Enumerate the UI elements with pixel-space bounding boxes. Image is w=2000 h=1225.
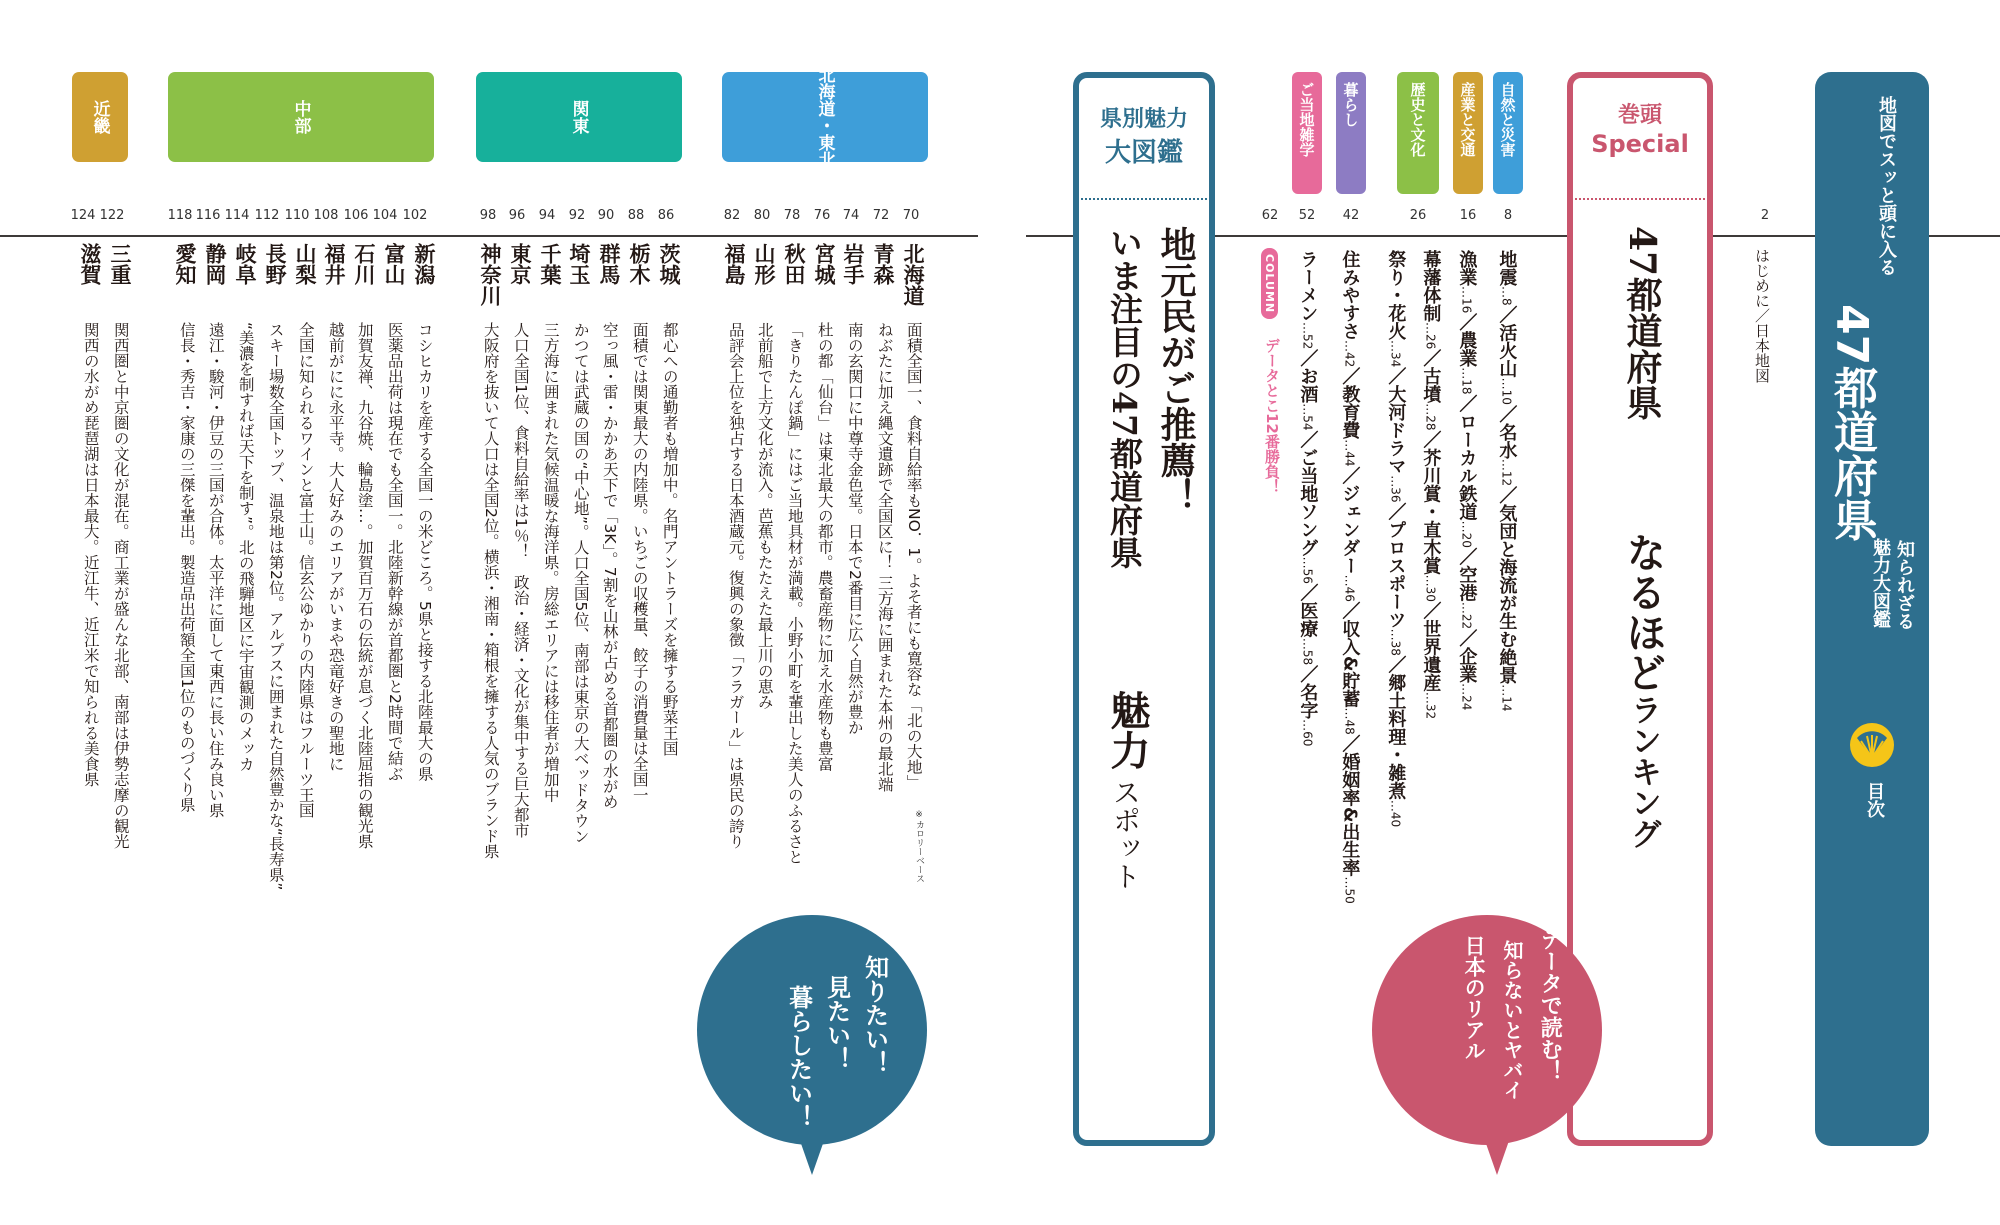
category-tab-nature[interactable] bbox=[1493, 72, 1523, 194]
page-number: 114 bbox=[224, 208, 250, 223]
divider-line bbox=[0, 235, 978, 237]
toc-item[interactable]: ジェンダー bbox=[1339, 484, 1361, 575]
feature-divider bbox=[1073, 198, 1215, 200]
prefecture-name[interactable]: 福島 bbox=[722, 243, 746, 285]
page-number: 98 bbox=[479, 208, 497, 223]
toc-page: 42 bbox=[1342, 352, 1357, 368]
intro-link[interactable]: はじめに／日本地図 bbox=[1753, 248, 1771, 383]
footnote: ※カロリーベース bbox=[914, 810, 924, 883]
toc-page: 40 bbox=[1388, 811, 1403, 828]
toc-page: 60 bbox=[1300, 731, 1315, 747]
page-number: 70 bbox=[902, 208, 920, 223]
page-number: 94 bbox=[538, 208, 556, 223]
category-tab-label: 自然と災害 bbox=[1498, 82, 1517, 157]
page-number: 102 bbox=[402, 208, 428, 223]
toc-page: 54 bbox=[1300, 415, 1315, 431]
toc-item[interactable]: ラーメン bbox=[1297, 250, 1319, 322]
toc-page: 8 bbox=[1499, 298, 1514, 306]
page-number: 112 bbox=[254, 208, 280, 223]
toc-item[interactable]: 世界遺産 bbox=[1420, 619, 1442, 692]
toc-item[interactable]: お酒 bbox=[1297, 367, 1319, 404]
toc-item[interactable]: 婚姻率&出生率 bbox=[1339, 752, 1361, 877]
prefecture-name[interactable]: 石川 bbox=[352, 243, 376, 285]
toc-item[interactable]: 空港 bbox=[1456, 565, 1478, 602]
prefecture-name[interactable]: 群馬 bbox=[597, 243, 621, 285]
toc-page: 46 bbox=[1342, 586, 1357, 602]
toc-item[interactable]: 名水 bbox=[1496, 422, 1518, 459]
page-number: 96 bbox=[508, 208, 526, 223]
prefecture-description: 杜の都「仙台」は東北最大の都市。農畜産物に加え水産物も豊富 bbox=[815, 322, 834, 772]
page-number: 110 bbox=[284, 208, 310, 223]
toc-item[interactable]: 住みやすさ bbox=[1339, 250, 1361, 340]
feature-tail: スポット bbox=[1109, 778, 1142, 890]
book-title: 47都道府県 bbox=[1826, 304, 1877, 542]
region-tab-label: 北海道・東北 bbox=[814, 66, 835, 168]
prefecture-name[interactable]: 秋田 bbox=[782, 243, 806, 285]
prefecture-name[interactable]: 長野 bbox=[263, 243, 287, 285]
toc-item[interactable]: 企業 bbox=[1456, 647, 1478, 684]
bubble-tail bbox=[798, 1135, 826, 1175]
toc-item[interactable]: 芥川賞・直木賞 bbox=[1420, 448, 1442, 575]
prefecture-description: 「きりたんぽ鍋」にはご当地具材が満載。小野小町を輩出した美人のふるさと bbox=[785, 322, 804, 865]
prefecture-description: 南の玄関口に中尊寺金色堂。日本で2番目に広く自然が豊か bbox=[845, 322, 864, 735]
bubble-line: データで読む！ bbox=[1537, 928, 1563, 1082]
prefecture-name[interactable]: 岩手 bbox=[841, 243, 865, 285]
toc-line: 幕藩体制…26／古墳…28／芥川賞・直木賞…30／世界遺産…32 bbox=[1420, 250, 1442, 720]
special-title-tail: ランキング bbox=[1625, 694, 1661, 849]
page-number: 88 bbox=[627, 208, 645, 223]
page-number: 118 bbox=[167, 208, 193, 223]
toc-item[interactable]: 農業 bbox=[1456, 331, 1478, 368]
page-number: 122 bbox=[99, 208, 125, 223]
category-tab-life[interactable] bbox=[1336, 72, 1366, 194]
category-tab-industry[interactable] bbox=[1453, 72, 1483, 194]
page-number: 78 bbox=[783, 208, 801, 223]
title-side-line: 魅力大図鑑 bbox=[1870, 538, 1891, 628]
prefecture-name[interactable]: 栃木 bbox=[627, 243, 651, 285]
prefecture-name[interactable]: 岐阜 bbox=[233, 243, 257, 285]
prefecture-name[interactable]: 埼玉 bbox=[567, 243, 591, 285]
toc-item[interactable]: 気団と海流が生む絶景 bbox=[1496, 504, 1518, 685]
special-title-emphasis: なるほど bbox=[1620, 532, 1666, 692]
toc-label: 目次 bbox=[1864, 782, 1885, 818]
toc-item[interactable]: ご当地ソング bbox=[1297, 448, 1319, 557]
prefecture-description: 関西の水がめ琵琶湖は日本最大。近江牛、近江米で知られる美食県 bbox=[81, 322, 100, 787]
prefecture-description: 面積全国一、食料自給率もNO．1。よそ者にも寛容な「北の大地」 bbox=[904, 322, 923, 790]
prefecture-description: 人口全国1位、食料自給率は1％！ 政治・経済・文化が集中する巨大都市 bbox=[511, 322, 530, 838]
toc-item[interactable]: 地震 bbox=[1496, 250, 1518, 286]
bubble-line: 知らないとヤバイ bbox=[1500, 940, 1524, 1100]
prefecture-description: 全国に知られるワインと富士山。信玄公ゆかりの内陸県はフルーツ王国 bbox=[296, 322, 315, 818]
toc-page: 58 bbox=[1300, 649, 1315, 666]
prefecture-name[interactable]: 山梨 bbox=[293, 243, 317, 285]
toc-item[interactable]: 教育費 bbox=[1339, 385, 1361, 440]
toc-page: 18 bbox=[1459, 379, 1474, 395]
prefecture-description: 品評会上位を独占する日本酒蔵元。復興の象徴「フラガール」は県民の誇り bbox=[726, 322, 745, 849]
special-label-bottom: Special bbox=[1591, 130, 1689, 158]
prefecture-name[interactable]: 新潟 bbox=[412, 243, 436, 285]
page-number: 2 bbox=[1760, 208, 1770, 223]
region-tab-label: 近畿 bbox=[89, 100, 110, 134]
prefecture-description: 加賀友禅、九谷焼、輪島塗…。加賀百万石の伝統が息づく北陸屈指の観光県 bbox=[355, 322, 374, 849]
special-divider bbox=[1567, 198, 1713, 200]
toc-page: 50 bbox=[1342, 888, 1357, 904]
category-tab-trivia[interactable] bbox=[1292, 72, 1322, 194]
toc-page: 32 bbox=[1423, 703, 1438, 720]
page-number: 80 bbox=[753, 208, 771, 223]
bubble-body bbox=[1372, 915, 1602, 1145]
toc-item[interactable]: ローカル鉄道 bbox=[1456, 412, 1478, 521]
toc-line: 地震…8／活火山…10／名水…12／気団と海流が生む絶景…14 bbox=[1496, 250, 1518, 712]
region-tab-label: 関東 bbox=[568, 100, 589, 134]
prefecture-description: 空っ風・雷・かかあ天下で「3K」。7割を山林が占める首都圏の水がめ bbox=[600, 322, 619, 810]
prefecture-name[interactable]: 静岡 bbox=[203, 243, 227, 285]
bubble-line: 見たい！ bbox=[822, 975, 851, 1071]
prefecture-name[interactable]: 北海道 bbox=[901, 243, 925, 306]
page-number: 8 bbox=[1503, 208, 1513, 223]
page-number: 116 bbox=[195, 208, 221, 223]
bubble-tail bbox=[1483, 1135, 1511, 1175]
toc-page: 36 bbox=[1388, 487, 1403, 503]
page-number: 82 bbox=[723, 208, 741, 223]
toc-page: 22 bbox=[1459, 613, 1474, 630]
page-number: 90 bbox=[597, 208, 615, 223]
prefecture-name[interactable]: 東京 bbox=[508, 243, 532, 285]
title-side-line: 知られざる bbox=[1894, 540, 1915, 630]
bubble-line: 知りたい！ bbox=[860, 955, 889, 1075]
category-tab-label: 歴史と文化 bbox=[1408, 82, 1427, 157]
category-tab-history[interactable] bbox=[1397, 72, 1439, 194]
toc-page: 26 bbox=[1423, 334, 1438, 350]
page-number: 74 bbox=[842, 208, 860, 223]
category-tab-label: 産業と交通 bbox=[1458, 82, 1477, 157]
title-subline: 地図でスッと頭に入る bbox=[1876, 96, 1897, 276]
prefecture-description: 越前がにに永平寺。大人好みのエリアがいまや恐竜好きの聖地に bbox=[326, 322, 345, 772]
toc-page: 16 bbox=[1459, 298, 1474, 314]
toc-item[interactable]: 大河ドラマ bbox=[1385, 385, 1407, 476]
page-number: 62 bbox=[1261, 208, 1279, 223]
prefecture-description: スキー場数全国トップ、温泉地は第2位。アルプスに囲まれた自然豊かな“長寿県” bbox=[266, 322, 285, 891]
special-title: 47都道府県 bbox=[1621, 226, 1663, 421]
page-number: 52 bbox=[1298, 208, 1316, 223]
region-tab-hokkaido-tohoku[interactable] bbox=[722, 66, 928, 168]
prefecture-name[interactable]: 神奈川 bbox=[478, 243, 502, 306]
prefecture-description: 遠江・駿河・伊豆の三国が合体。太平洋に面して東西に長い住み良い県 bbox=[206, 322, 225, 818]
toc-line: ラーメン…52／お酒…54／ご当地ソング…56／医療…58／名字…60 bbox=[1297, 250, 1319, 747]
feature-tag-top: 県別魅力 bbox=[1099, 107, 1188, 132]
prefecture-name[interactable]: 山形 bbox=[752, 243, 776, 285]
toc-page: 52 bbox=[1300, 334, 1315, 350]
page-number: 42 bbox=[1342, 208, 1360, 223]
toc-page: 38 bbox=[1388, 640, 1403, 656]
bubble-line: 日本のリアル bbox=[1462, 935, 1487, 1061]
category-tab-label: 暮らし bbox=[1341, 82, 1360, 127]
region-tab-kanto[interactable] bbox=[476, 72, 682, 162]
toc-page: 24 bbox=[1459, 695, 1474, 711]
column-tag: COLUMN bbox=[1261, 248, 1278, 319]
toc-page: 10 bbox=[1499, 389, 1514, 405]
prefecture-description: かつては武蔵の国の“中心地”。人口全国5位、南部は東京の大ベッドタウン bbox=[571, 322, 590, 844]
prefecture-name[interactable]: 茨城 bbox=[657, 243, 681, 285]
bubble-line: 暮らしたい！ bbox=[784, 985, 813, 1129]
toc-page: 28 bbox=[1423, 415, 1438, 431]
title-block bbox=[1815, 72, 1929, 1146]
prefecture-description: ねぶたに加え縄文遺跡で全国区に！ 三方海に囲まれた本州の最北端 bbox=[875, 322, 894, 792]
toc-item[interactable]: プロスポーツ bbox=[1385, 520, 1407, 629]
prefecture-name[interactable]: 青森 bbox=[871, 243, 895, 285]
special-label-top: 巻頭 bbox=[1617, 103, 1662, 128]
region-tab-label: 中部 bbox=[290, 100, 311, 134]
fan-icon bbox=[1849, 722, 1895, 768]
toc-page: 12 bbox=[1499, 470, 1514, 487]
prefecture-name[interactable]: 三重 bbox=[108, 243, 132, 285]
prefecture-name[interactable]: 富山 bbox=[382, 243, 406, 285]
prefecture-name[interactable]: 滋賀 bbox=[78, 243, 102, 285]
region-tab-chubu[interactable] bbox=[168, 72, 434, 162]
toc-item[interactable]: 古墳 bbox=[1420, 367, 1442, 404]
prefecture-description: 信長・秀吉・家康の三傑を輩出。製造品出荷額全国1位のものづくり県 bbox=[177, 322, 196, 813]
page-number: 104 bbox=[372, 208, 398, 223]
prefecture-description: 医薬品出荷は現在でも全国一。北陸新幹線が首都圏と2時間で結ぶ bbox=[385, 322, 404, 782]
toc-page: 20 bbox=[1459, 532, 1474, 548]
feature-headline: 地元民がご推薦！ bbox=[1155, 226, 1197, 514]
page-number: 108 bbox=[313, 208, 339, 223]
feature-emphasis: 魅力 bbox=[1104, 690, 1150, 770]
category-tab-label: ご当地雑学 bbox=[1297, 82, 1316, 157]
toc-item[interactable]: 祭り・花火 bbox=[1385, 250, 1407, 340]
toc-line: 漁業…16／農業…18／ローカル鉄道…20／空港…22／企業…24 bbox=[1456, 250, 1478, 711]
toc-line: 祭り・花火…34／大河ドラマ…36／プロスポーツ…38／郷土料理・雑煮…40 bbox=[1385, 250, 1407, 828]
toc-item[interactable]: 収入&貯蓄 bbox=[1339, 619, 1361, 708]
prefecture-description: “美濃を制すれば天下を制す”。北の飛騨地区に宇宙観測のメッカ bbox=[236, 322, 255, 773]
toc-page: 44 bbox=[1342, 451, 1357, 467]
prefecture-name[interactable]: 愛知 bbox=[173, 243, 197, 285]
feature-frame bbox=[1073, 72, 1215, 1146]
page-number: 124 bbox=[70, 208, 96, 223]
prefecture-description: 面積では関東最大の内陸県。いちごの収穫量、餃子の消費量は全国一 bbox=[630, 322, 649, 803]
toc-page: 34 bbox=[1388, 352, 1403, 368]
prefecture-description: コシヒカリを産する全国一の米どころ。5県と接する北陸最大の県 bbox=[415, 322, 434, 782]
toc-page: 14 bbox=[1499, 696, 1514, 712]
toc-item[interactable]: 活火山 bbox=[1496, 323, 1518, 378]
column-link[interactable]: データとこ12番勝負！ bbox=[1263, 338, 1281, 494]
toc-line: 住みやすさ…42／教育費…44／ジェンダー…46／収入&貯蓄…48／婚姻率&出生率…50 bbox=[1339, 250, 1361, 904]
feature-tag-bottom: 大図鑑 bbox=[1104, 138, 1183, 168]
page-number: 26 bbox=[1409, 208, 1427, 223]
toc-item[interactable]: 郷土料理・雑煮 bbox=[1385, 673, 1407, 800]
prefecture-name[interactable]: 福井 bbox=[322, 243, 346, 285]
prefecture-name[interactable]: 宮城 bbox=[812, 243, 836, 285]
prefecture-description: 関西圏と中京圏の文化が混在。商工業が盛んな北部、南部は伊勢志摩の観光 bbox=[111, 322, 130, 849]
prefecture-description: 三方海に囲まれた気候温暖な海洋県。房総エリアには移住者が増加中 bbox=[541, 322, 560, 803]
page-number: 86 bbox=[657, 208, 675, 223]
prefecture-description: 大阪府を抜いて人口は全国2位。横浜・湘南・箱根を擁する人気のブランド県 bbox=[481, 322, 500, 859]
page-number: 72 bbox=[872, 208, 890, 223]
page-number: 106 bbox=[343, 208, 369, 223]
prefecture-name[interactable]: 千葉 bbox=[538, 243, 562, 285]
region-tab-kinki[interactable] bbox=[72, 72, 128, 162]
page-number: 16 bbox=[1459, 208, 1477, 223]
toc-item[interactable]: 幕藩体制 bbox=[1420, 250, 1442, 322]
toc-page: 48 bbox=[1342, 719, 1357, 735]
prefecture-description: 北前船で上方文化が流入。芭蕉もたたえた最上川の恵み bbox=[755, 322, 774, 710]
page-number: 92 bbox=[568, 208, 586, 223]
page-number: 76 bbox=[813, 208, 831, 223]
toc-item[interactable]: 漁業 bbox=[1456, 250, 1478, 286]
prefecture-description: 都心への通勤者も増加中。名門アントラーズを擁する野菜王国 bbox=[660, 322, 679, 756]
toc-item[interactable]: 医療 bbox=[1297, 601, 1319, 638]
toc-page: 30 bbox=[1423, 586, 1438, 602]
toc-page: 56 bbox=[1300, 568, 1315, 584]
feature-headline: いま注目の47都道府県 bbox=[1105, 226, 1144, 569]
toc-item[interactable]: 名字 bbox=[1297, 683, 1319, 720]
